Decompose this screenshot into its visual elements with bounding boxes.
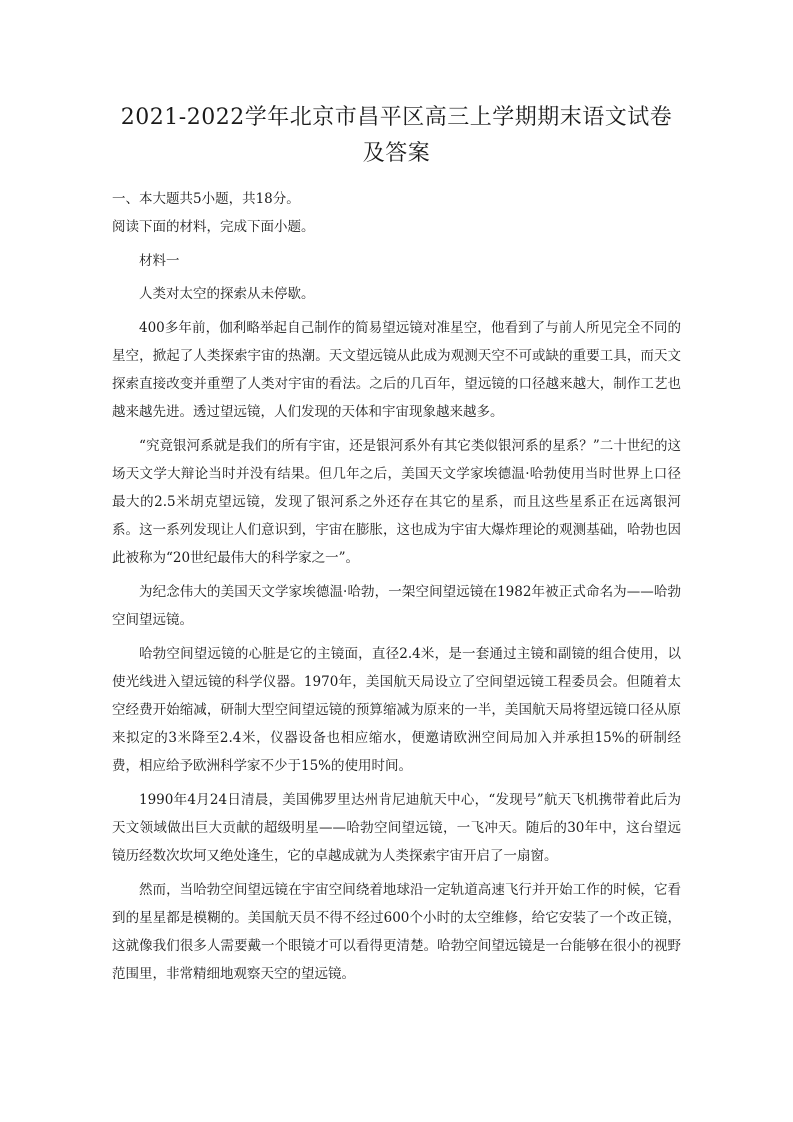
- material-label: 材料一: [139, 253, 180, 269]
- section-heading: 一、本大题共5小题，共18分。: [112, 191, 300, 207]
- paragraph: “究竟银河系就是我们的所有宇宙，还是银河系外有其它类似银河系的星系？”二十世纪的这场天文学大辩论当时并没有结果。但几年之后，美国天文学家埃德温·哈勃使用当时世界上口径最大的2.5米胡克望远镜，发现了银河系之外还存在其它的星系，而且这些星系正在远离银河系。这一系列发现让人们意识到，宇宙在膨胀，这也成为宇宙大爆炸理论的观测基础，哈勃也因此被称为“20世纪最伟大的科学家之一”。: [112, 438, 681, 566]
- page-title: 2021-2022学年北京市昌平区高三上学期期末语文试卷及答案: [120, 105, 673, 166]
- paragraph: 1990年4月24日清晨，美国佛罗里达州肯尼迪航天中心，“发现号”航天飞机携带着此后为天文领域做出巨大贡献的超级明星——哈勃空间望远镜，一飞冲天。随后的30年中，这台望远镜历经数次坎坷又绝处逢生，它的卓越成就为人类探索宇宙开启了一扇窗。: [112, 792, 681, 864]
- paragraph: 400多年前，伽利略举起自己制作的简易望远镜对准星空，他看到了与前人所见完全不同的星空，掀起了人类探索宇宙的热潮。天文望远镜从此成为观测天空不可或缺的重要工具，而天文探索直接改变并重塑了人类对宇宙的看法。之后的几百年，望远镜的口径越来越大，制作工艺也越来越先进。透过望远镜，人们发现的天体和宇宙现象越来越多。: [112, 320, 681, 420]
- paragraph: 人类对太空的探索从未停歇。: [139, 286, 315, 302]
- reading-instruction: 阅读下面的材料，完成下面小题。: [112, 219, 315, 235]
- paragraph: 为纪念伟大的美国天文学家埃德温·哈勃，一架空间望远镜在1982年被正式命名为——哈勃空间望远镜。: [112, 584, 681, 628]
- paragraph: 哈勃空间望远镜的心脏是它的主镜面，直径2.4米，是一套通过主镜和副镜的组合使用，以使光线进入望远镜的科学仪器。1970年，美国航天局设立了空间望远镜工程委员会。但随着太空经费开始缩减，研制大型空间望远镜的预算缩减为原来的一半，美国航天局将望远镜口径从原来拟定的3米降至2.4米，仪器设备也相应缩水，便邀请欧洲空间局加入并承担15%的研制经费，相应给予欧洲科学家不少于15%的使用时间。: [112, 646, 681, 774]
- paragraph: 然而，当哈勃空间望远镜在宇宙空间绕着地球沿一定轨道高速飞行并开始工作的时候，它看到的星星都是模糊的。美国航天员不得不经过600个小时的太空维修，给它安装了一个改正镜，这就像我们很多人需要戴一个眼镜才可以看得更清楚。哈勃空间望远镜是一台能够在很小的视野范围里，非常精细地观察天空的望远镜。: [112, 882, 681, 982]
